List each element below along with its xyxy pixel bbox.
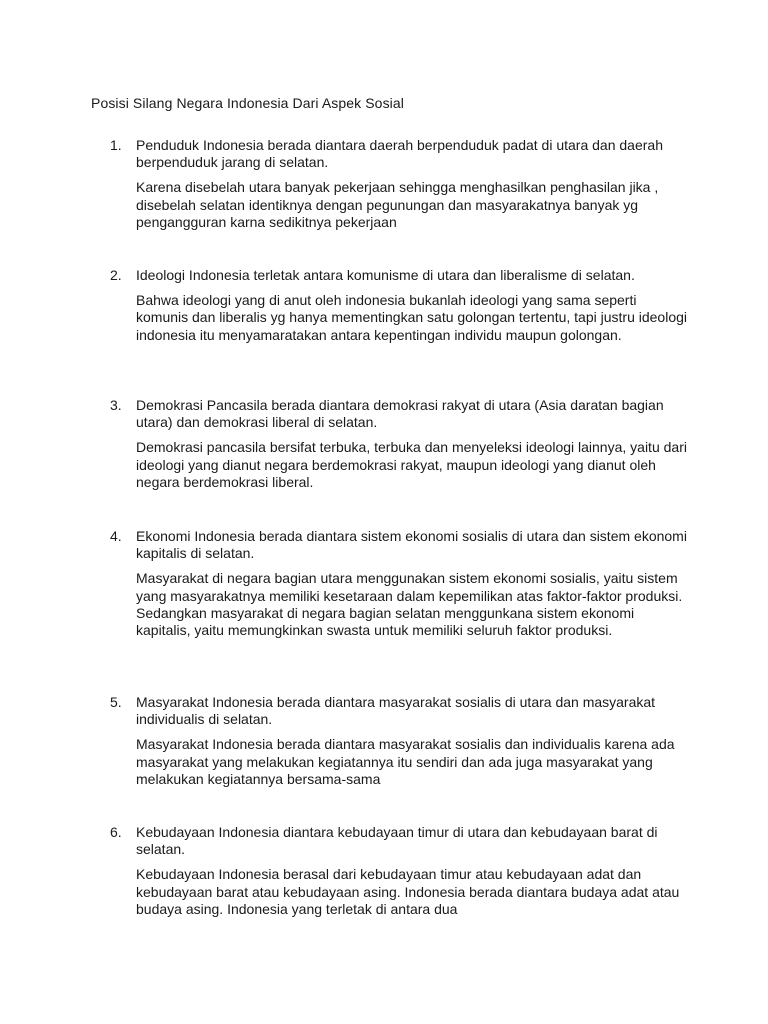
list-item-body: Kebudayaan Indonesia berasal dari kebudayaan timur atau kebudayaan adat dan kebudayaan barat atau kebudayaan asing. Indonesia berada diantara budaya adat atau budaya asing. Indonesia yang terletak di antara dua bbox=[136, 866, 680, 917]
page-title: Posisi Silang Negara Indonesia Dari Aspek Sosial bbox=[91, 95, 404, 111]
list-item bbox=[110, 528, 690, 639]
list-item-heading: Ekonomi Indonesia berada diantara sistem ekonomi sosialis di utara dan sistem ekonomi kapitalis di selatan. bbox=[136, 528, 687, 562]
list-item bbox=[110, 694, 690, 788]
list-item-number: 3. bbox=[110, 397, 122, 413]
list-item-number: 2. bbox=[110, 267, 122, 283]
list-item-heading: Masyarakat Indonesia berada diantara masyarakat sosialis di utara dan masyarakat individualis di selatan. bbox=[136, 694, 656, 728]
list-item bbox=[110, 397, 690, 491]
list-item-number: 4. bbox=[110, 528, 122, 544]
list-item bbox=[110, 267, 690, 344]
list-item-number: 1. bbox=[110, 137, 122, 153]
list-item-heading: Demokrasi Pancasila berada diantara demokrasi rakyat di utara (Asia daratan bagian utara) dan demokrasi liberal di selatan. bbox=[136, 397, 664, 431]
list-item bbox=[110, 824, 690, 918]
list-item-heading: Penduduk Indonesia berada diantara daerah berpenduduk padat di utara dan daerah berpenduduk jarang di selatan. bbox=[136, 137, 663, 171]
list-item-number: 6. bbox=[110, 824, 122, 840]
list-item-body: Karena disebelah utara banyak pekerjaan sehingga menghasilkan penghasilan jika , disebelah selatan identiknya dengan pegunungan dan masyarakatnya banyak yg pengangguran karna sedikitnya pekerjaan bbox=[136, 179, 659, 230]
list-item bbox=[110, 137, 690, 231]
list-item-heading: Ideologi Indonesia terletak antara komunisme di utara dan liberalisme di selatan. bbox=[136, 267, 635, 283]
list-item-body: Masyarakat Indonesia berada diantara masyarakat sosialis dan individualis karena ada masyarakat yang melakukan kegiatannya itu sendiri dan ada juga masyarakat yang melakukan kegiatannya bersama-sama bbox=[136, 736, 675, 787]
list-item-body: Masyarakat di negara bagian utara menggunakan sistem ekonomi sosialis, yaitu sistem yang masyarakatnya memiliki kesetaraan dalam kepemilikan atas faktor-faktor produksi. Sedangkan masyarakat di negara bagian selatan menggunkana sistem ekonomi kapitalis, yaitu memungkinkan swasta untuk memiliki seluruh faktor produksi. bbox=[136, 570, 683, 639]
list-item-heading: Kebudayaan Indonesia diantara kebudayaan timur di utara dan kebudayaan barat di selatan. bbox=[136, 824, 658, 858]
list-item-body: Bahwa ideologi yang di anut oleh indonesia bukanlah ideologi yang sama seperti komunis dan liberalis yg hanya mementingkan satu golongan tertentu, tapi justru ideologi indonesia itu menyamaratakan antara kepentingan individu maupun golongan. bbox=[136, 292, 688, 343]
list-item-number: 5. bbox=[110, 694, 122, 710]
list-item-body: Demokrasi pancasila bersifat terbuka, terbuka dan menyeleksi ideologi lainnya, yaitu dari ideologi yang dianut negara berdemokrasi rakyat, maupun ideologi yang dianut oleh negara berdemokrasi liberal. bbox=[136, 439, 687, 490]
